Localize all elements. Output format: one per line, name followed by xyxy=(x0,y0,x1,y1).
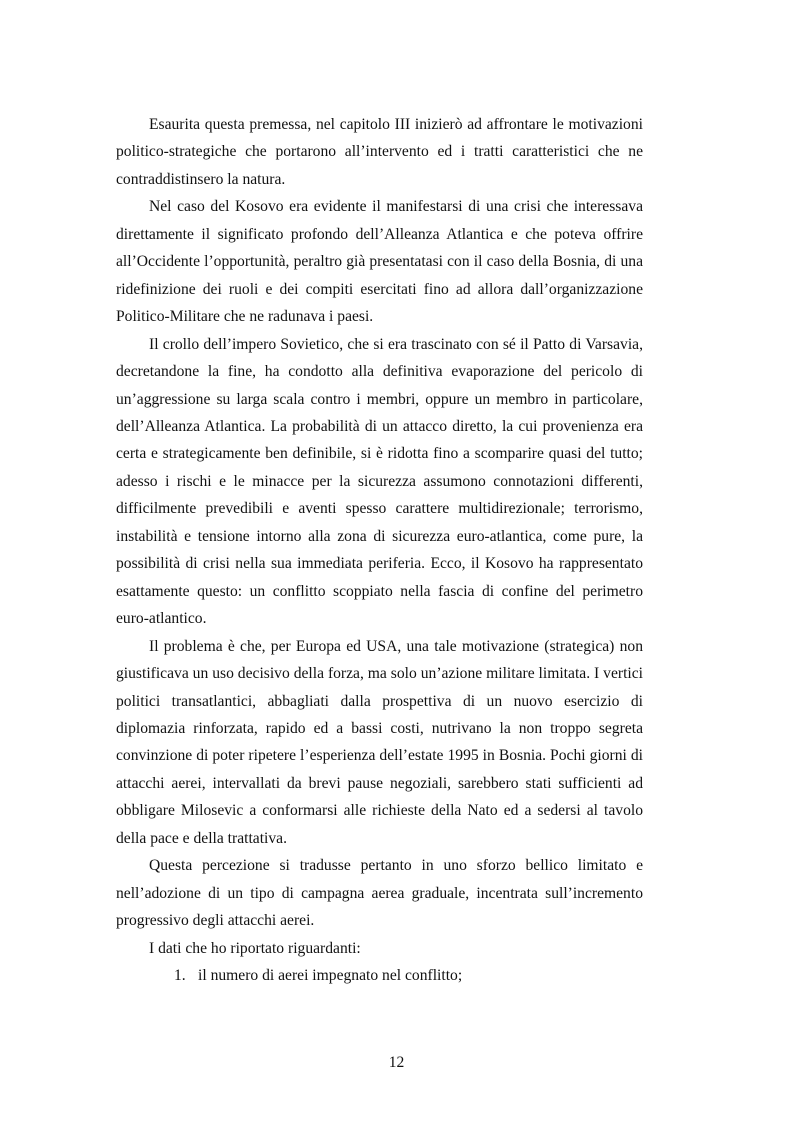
paragraph: Esaurita questa premessa, nel capitolo III inizierò ad affrontare le motivazioni politico-strategiche che portarono all’intervento ed i tratti caratteristici che ne contraddistinsero la natura. xyxy=(116,116,643,188)
paragraph: I dati che ho riportato riguardanti: xyxy=(149,939,361,957)
paragraph: Il problema è che, per Europa ed USA, una tale motivazione (strategica) non giustificava un uso decisivo della forza, ma solo un’azione militare limitata. I vertici politici transatlantici, abbagliati dalla prospettiva di un nuovo esercizio di diplomazia rinforzata, rapido ed a bassi costi, nutrivano la non troppo segreta convinzione di poter ripetere l’esperienza dell’estate 1995 in Bosnia. Pochi giorni di attacchi aerei, intervallati da brevi pause negoziali, sarebbero stati sufficienti ad obbligare Milosevic a conformarsi alle richieste della Nato ed a sedersi al tavolo della pace e della trattativa. xyxy=(116,637,643,847)
list-item xyxy=(116,962,643,989)
page-number: 12 xyxy=(388,1054,405,1071)
list-item-text: il numero di aerei impegnato nel conflitto; xyxy=(198,967,463,985)
paragraph: Il crollo dell’impero Sovietico, che si era trascinato con sé il Patto di Varsavia, decretandone la fine, ha condotto alla definitiva evaporazione del pericolo di un’aggressione su larga scala contro i membri, oppure un membro in particolare, dell’Alleanza Atlantica. La probabilità di un attacco diretto, la cui provenienza era certa e strategicamente ben definibile, si è ridotta fino a scomparire quasi del tutto; adesso i rischi e le minacce per la sicurezza assumono connotazioni differenti, difficilmente prevedibili e aventi spesso carattere multidirezionale; terrorismo, instabilità e tensione intorno alla zona di sicurezza euro-atlantica, come pure, la possibilità di crisi nella sua immediata periferia. Ecco, il Kosovo ha rappresentato esattamente questo: un conflitto scoppiato nella fascia di confine del perimetro euro-atlantico. xyxy=(116,335,643,628)
paragraph: Questa percezione si tradusse pertanto in uno sforzo bellico limitato e nell’adozione di un tipo di campagna aerea graduale, incentrata sull’incremento progressivo degli attacchi aerei. xyxy=(116,857,643,930)
list-item-number: 1. xyxy=(174,967,186,985)
body-text xyxy=(116,111,643,990)
numbered-list xyxy=(116,962,643,989)
paragraph: Nel caso del Kosovo era evidente il manifestarsi di una crisi che interessava direttamente il significato profondo dell’Alleanza Atlantica e che poteva offrire all’Occidente l’opportunità, peraltro già presentatasi con il caso della Bosnia, di una ridefinizione dei ruoli e dei compiti esercitati fino ad allora dall’organizzazione Politico-Militare che ne radunava i paesi. xyxy=(116,198,643,326)
